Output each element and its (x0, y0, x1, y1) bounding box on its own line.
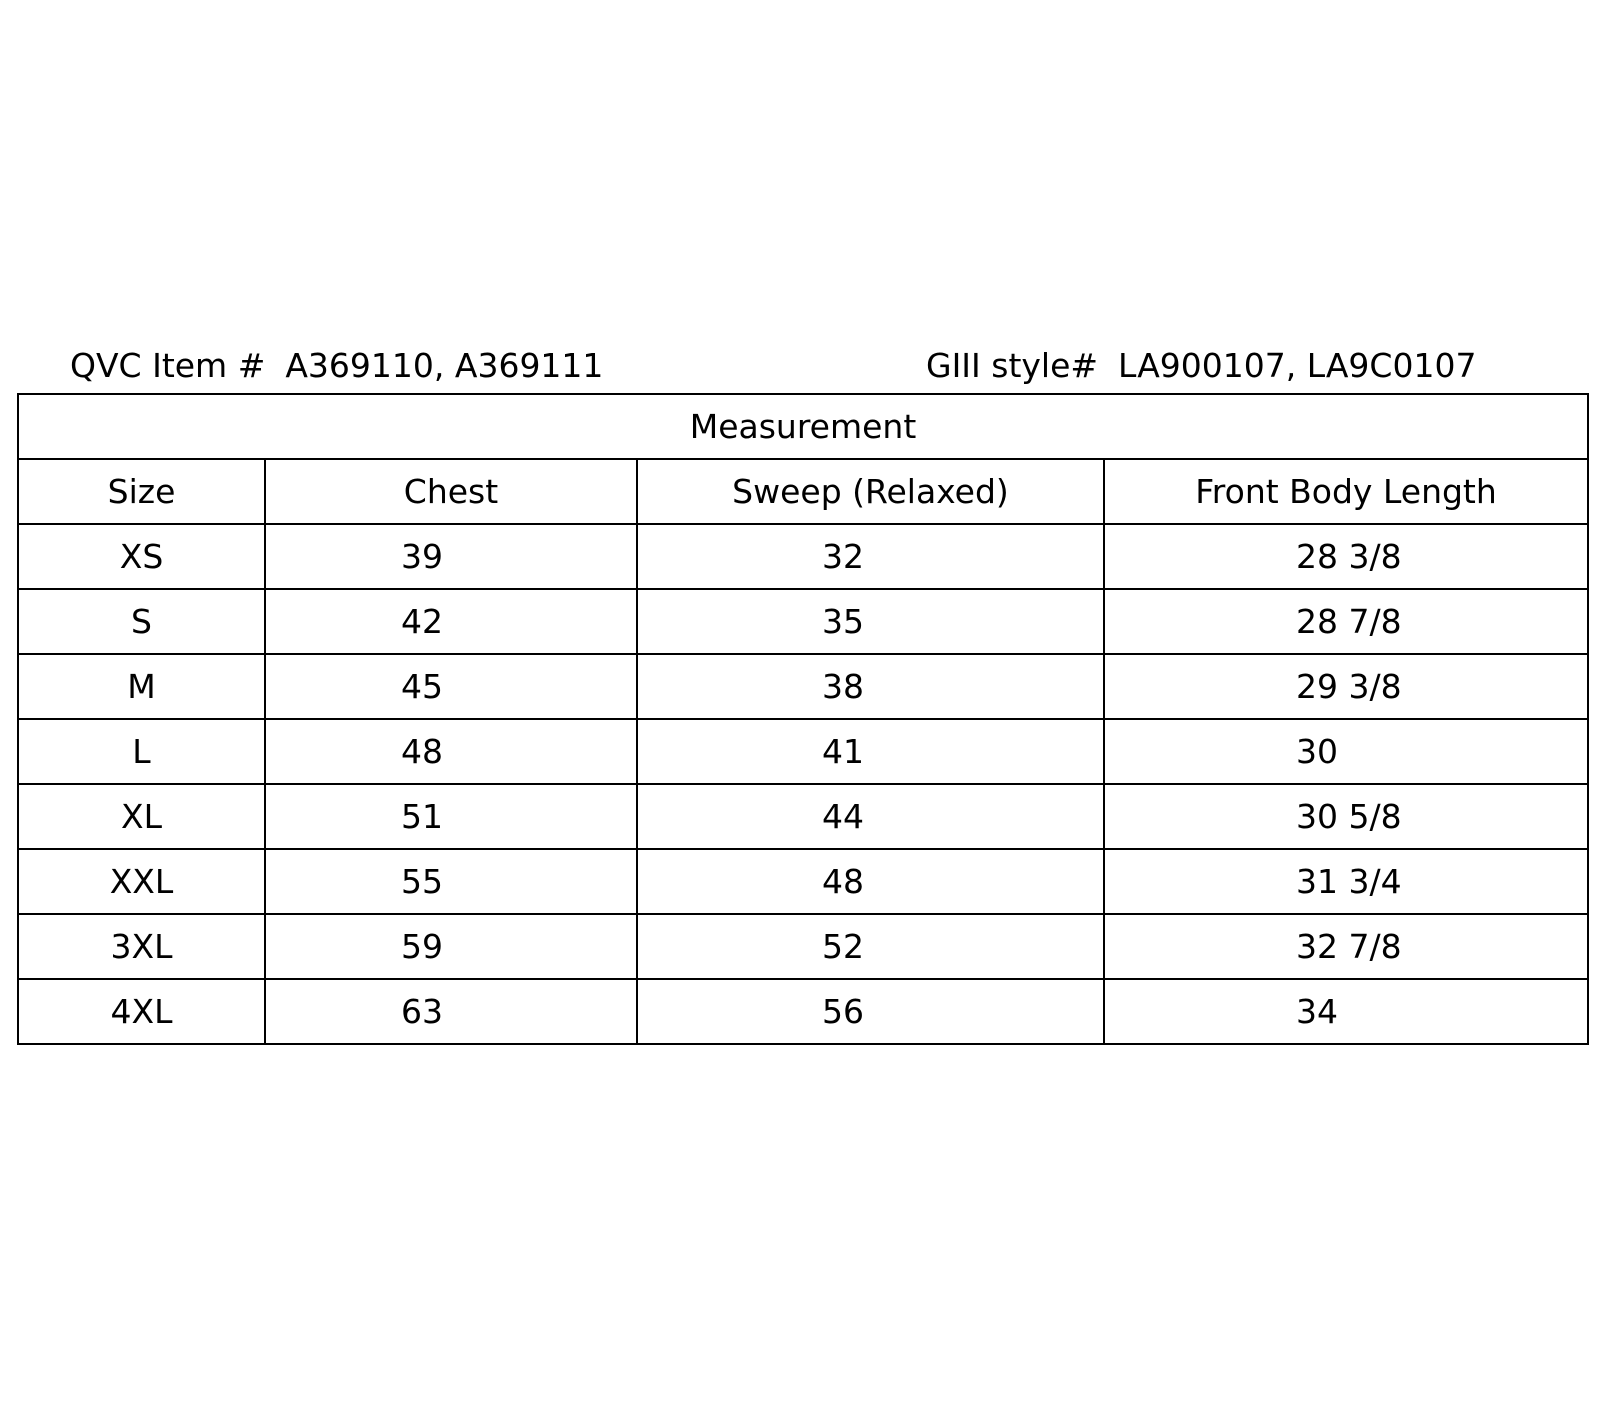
table-row (18, 524, 1588, 589)
cell-sweep: 44 (637, 784, 1104, 849)
qvc-item-line (70, 344, 603, 388)
cell-size: XXL (18, 849, 265, 914)
qvc-item-value: A369110, A369111 (285, 346, 604, 385)
cell-size: L (18, 719, 265, 784)
cell-size: S (18, 589, 265, 654)
table-row (18, 719, 1588, 784)
cell-size: 4XL (18, 979, 265, 1044)
table-row (18, 654, 1588, 719)
cell-sweep: 52 (637, 914, 1104, 979)
cell-front-body-length: 34 (1104, 979, 1588, 1044)
style-value: LA900107, LA9C0107 (1118, 346, 1477, 385)
cell-sweep: 56 (637, 979, 1104, 1044)
style-line (926, 344, 1476, 388)
cell-sweep: 35 (637, 589, 1104, 654)
table-title: Measurement (18, 394, 1588, 459)
cell-size: XL (18, 784, 265, 849)
cell-front-body-length: 30 (1104, 719, 1588, 784)
qvc-item-label: QVC Item # (70, 346, 266, 385)
cell-front-body-length: 32 7/8 (1104, 914, 1588, 979)
column-header-front-body-length: Front Body Length (1104, 459, 1588, 524)
table-title-row (18, 394, 1588, 459)
cell-front-body-length: 29 3/8 (1104, 654, 1588, 719)
cell-front-body-length: 28 7/8 (1104, 589, 1588, 654)
cell-size: 3XL (18, 914, 265, 979)
table-row (18, 784, 1588, 849)
cell-front-body-length: 30 5/8 (1104, 784, 1588, 849)
column-header-chest: Chest (265, 459, 637, 524)
cell-sweep: 48 (637, 849, 1104, 914)
style-label: GIII style# (926, 346, 1099, 385)
cell-chest: 39 (265, 524, 637, 589)
cell-sweep: 32 (637, 524, 1104, 589)
table-body (18, 524, 1588, 1044)
cell-front-body-length: 28 3/8 (1104, 524, 1588, 589)
measurement-table (17, 393, 1589, 1045)
cell-chest: 63 (265, 979, 637, 1044)
cell-chest: 55 (265, 849, 637, 914)
column-header-size: Size (18, 459, 265, 524)
column-header-sweep: Sweep (Relaxed) (637, 459, 1104, 524)
table-row (18, 849, 1588, 914)
cell-chest: 45 (265, 654, 637, 719)
cell-chest: 48 (265, 719, 637, 784)
cell-chest: 42 (265, 589, 637, 654)
cell-size: XS (18, 524, 265, 589)
cell-front-body-length: 31 3/4 (1104, 849, 1588, 914)
cell-sweep: 41 (637, 719, 1104, 784)
table-row (18, 589, 1588, 654)
cell-chest: 51 (265, 784, 637, 849)
table-row (18, 979, 1588, 1044)
cell-sweep: 38 (637, 654, 1104, 719)
cell-size: M (18, 654, 265, 719)
table-header-row (18, 459, 1588, 524)
cell-chest: 59 (265, 914, 637, 979)
table-row (18, 914, 1588, 979)
